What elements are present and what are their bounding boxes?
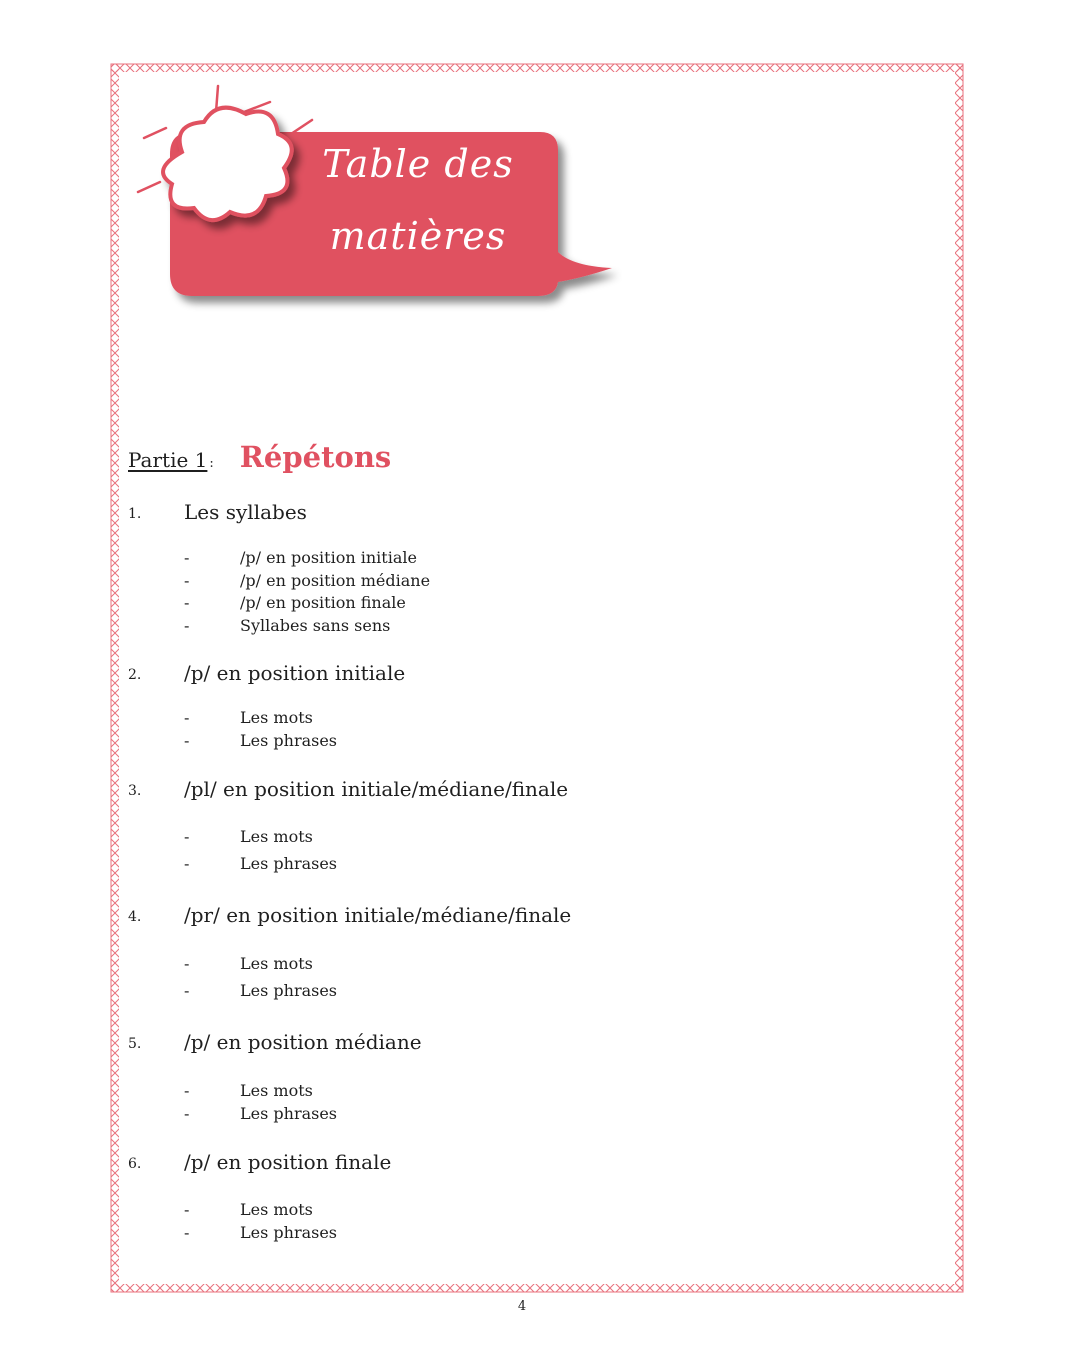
list-item-text: Les mots <box>240 1200 313 1219</box>
dash-bullet: - <box>184 981 190 1000</box>
list-item-text: Les mots <box>240 708 313 727</box>
dash-bullet: - <box>184 954 190 973</box>
list-item-text: Les mots <box>240 827 313 846</box>
partie-colon: : <box>209 456 214 471</box>
section-title: Les syllabes <box>184 500 307 524</box>
list-item-text: /p/ en position finale <box>240 593 406 612</box>
section-number: 4. <box>128 909 142 925</box>
dash-bullet: - <box>184 1222 190 1242</box>
dash-bullet: - <box>184 548 190 567</box>
section-title: /pr/ en position initiale/médiane/finale <box>184 903 572 927</box>
dash-bullet: - <box>184 708 190 727</box>
list-item-text: /p/ en position médiane <box>240 570 431 590</box>
page-number: 4 <box>517 1299 527 1314</box>
list-item-text: Les phrases <box>240 1103 338 1123</box>
section-title: /p/ en position médiane <box>184 1030 422 1054</box>
dash-bullet: - <box>184 730 190 750</box>
banner-title-line-2: matières <box>329 214 507 258</box>
list-item-text: Les phrases <box>240 854 338 873</box>
section-number: 2. <box>128 667 142 683</box>
section-title: /p/ en position finale <box>184 1150 392 1174</box>
list-item-text: Les phrases <box>240 981 338 1000</box>
list-item-text: Les mots <box>240 1081 313 1100</box>
section-title: /p/ en position initiale <box>184 661 406 685</box>
dash-bullet: - <box>184 615 190 635</box>
dash-bullet: - <box>184 827 190 846</box>
banner-title-line-1: Table des <box>322 142 514 186</box>
partie-title: Répétons <box>239 440 392 474</box>
dash-bullet: - <box>184 1081 190 1100</box>
dash-bullet: - <box>184 1200 190 1219</box>
dash-bullet: - <box>184 854 190 873</box>
dash-bullet: - <box>184 1103 190 1123</box>
banner-title <box>288 128 548 272</box>
list-item-text: Les phrases <box>240 1222 338 1242</box>
list-item-text: /p/ en position initiale <box>240 548 417 567</box>
dash-bullet: - <box>184 593 190 612</box>
list-item-text: Syllabes sans sens <box>240 615 391 635</box>
list-item-text: Les mots <box>240 954 313 973</box>
section-number: 1. <box>128 506 142 522</box>
partie-label: Partie 1 <box>128 448 208 472</box>
section-number: 6. <box>128 1156 142 1172</box>
section-title: /pl/ en position initiale/médiane/finale <box>184 777 569 801</box>
section-number: 5. <box>128 1036 142 1052</box>
list-item-text: Les phrases <box>240 730 338 750</box>
dash-bullet: - <box>184 570 190 590</box>
section-number: 3. <box>128 783 142 799</box>
partie-heading <box>128 440 391 474</box>
